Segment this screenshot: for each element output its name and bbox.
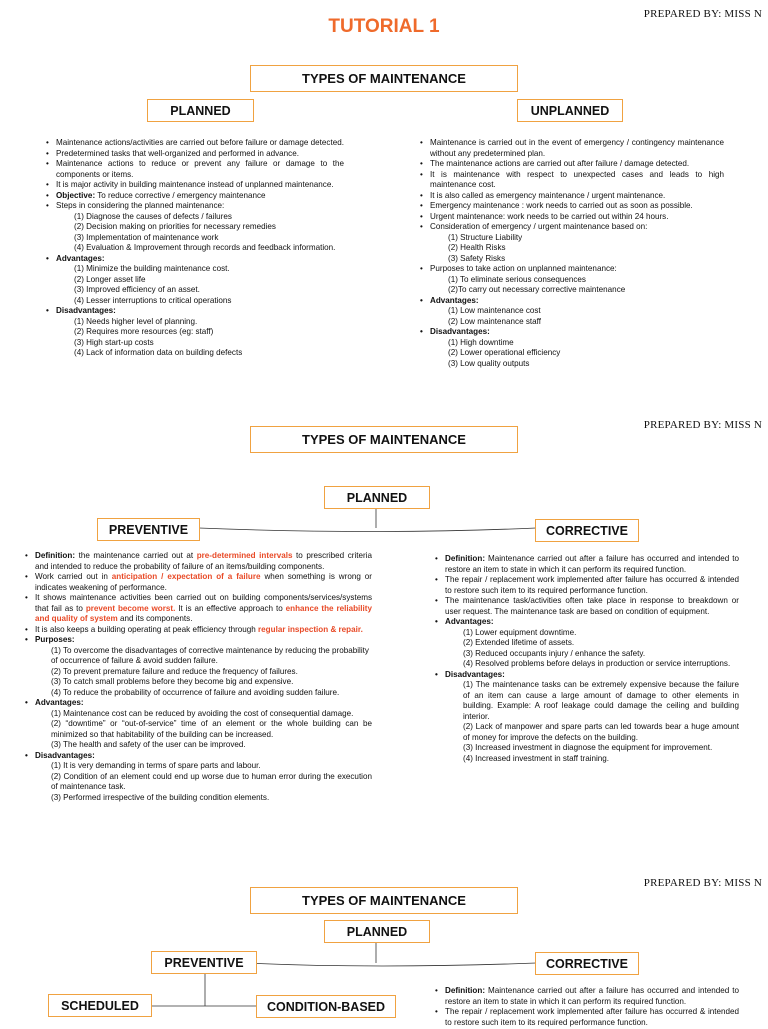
planned-box (324, 486, 430, 509)
condition-based-box (256, 995, 396, 1018)
list-subitem (23, 677, 372, 688)
advantages-heading (433, 617, 739, 628)
unplanned-list (418, 138, 724, 369)
types-title-text: TYPES OF MAINTENANCE (302, 71, 466, 86)
disadvantages-heading (418, 327, 724, 338)
list-subitem (418, 233, 724, 244)
definition-label: Definition: (445, 554, 486, 563)
list-subitem (418, 306, 724, 317)
list-subitem (433, 722, 739, 743)
list-text: It shows maintenance activities been carried out on building components/services/systems that fail as to (35, 593, 372, 613)
types-title-text: TYPES OF MAINTENANCE (302, 893, 466, 908)
list-text: (1) Structure Liability (448, 232, 523, 242)
preventive-list (23, 551, 372, 803)
list-text: Work carried out in (35, 572, 112, 581)
list-text: Urgent maintenance: work needs to be carried out within 24 hours. (430, 211, 669, 221)
list-text: The maintenance task/activities often take place in response to breakdown or user request. The maintenance task are based on condition of equipment. (445, 596, 739, 616)
list-text: (1) Minimize the building maintenance cost. (74, 264, 230, 273)
highlight-text: anticipation / expectation of a failure (111, 572, 261, 581)
list-item (433, 575, 739, 596)
list-text: (1) High downtime (448, 337, 514, 347)
list-text: (2) “downtime” or “out-of-service” time of an element or the whole building can be minimized so that habitability of the building can be increased. (51, 719, 372, 739)
list-text: (2) Low maintenance staff (448, 316, 541, 326)
list-text: (3) The health and safety of the user can be improved. (51, 740, 246, 749)
list-subitem (418, 348, 724, 359)
list-text: Advantages: (35, 698, 84, 707)
list-text: and its components. (117, 614, 193, 623)
list-text: (2) Lower operational efficiency (448, 348, 561, 357)
list-item (23, 593, 372, 625)
condition-based-label: CONDITION-BASED (266, 999, 386, 1014)
definition-label: Definition: (35, 551, 76, 560)
preventive-label: PREVENTIVE (164, 955, 244, 970)
list-text: It is also called as emergency maintenance / urgent maintenance. (430, 190, 666, 200)
scheduled-label: SCHEDULED (61, 998, 139, 1013)
list-text: Advantages: (430, 295, 479, 305)
list-text: (2) To prevent premature failure and reduce the frequency of failures. (51, 666, 298, 676)
list-text: (1) To eliminate serious consequences (448, 274, 586, 284)
planned-label: PLANNED (346, 490, 408, 505)
corrective-label: CORRECTIVE (546, 956, 628, 971)
planned-label: PLANNED (170, 103, 231, 118)
list-text: (3) To catch small problems before they become big and expensive. (51, 677, 294, 686)
list-text: (2) Longer asset life (74, 274, 146, 284)
list-subitem (433, 628, 739, 639)
list-item (23, 572, 372, 593)
highlight-text: prevent become worst. (85, 603, 176, 613)
list-text: (2) Condition of an element could end up worse due to human error during the execution of maintenance task. (51, 771, 372, 791)
list-text: (1) Lower equipment downtime. (463, 627, 577, 637)
list-item (418, 191, 724, 202)
list-text: The maintenance actions are carried out after failure / damage detected. (430, 159, 690, 168)
list-subitem (433, 638, 739, 649)
list-text: (3) Safety Risks (448, 253, 506, 263)
list-item (433, 1007, 739, 1028)
list-text: (2) Health Risks (448, 243, 506, 252)
list-text: (1) The maintenance tasks can be extremely expensive because the failure of an item can cause a large amount of damage to other elements in building. Example: A roof leakage could damage the ceiling and building interior. (463, 680, 739, 721)
list-item (418, 212, 724, 223)
list-text: (4) To reduce the probability of occurrence of failure and avoiding sudden failure. (51, 687, 340, 697)
list-text: Disadvantages: (56, 306, 116, 315)
list-subitem (418, 285, 724, 296)
list-text: Maintenance carried out after a failure has occurred and intended to restore an item to state in which it can perform its required function. (445, 986, 739, 1006)
list-text: (2) Lack of manpower and spare parts can led towards bear a huge amount of money for improve the defects on the building. (463, 722, 739, 742)
list-text: (1) Needs higher level of planning. (74, 316, 198, 326)
list-text: (3) Improved efficiency of an asset. (74, 285, 200, 294)
planned-label: PLANNED (346, 924, 408, 939)
scheduled-box (48, 994, 152, 1017)
list-subitem (418, 317, 724, 328)
list-subitem (23, 761, 372, 772)
list-text: To reduce corrective / emergency maintenance (95, 190, 266, 200)
list-item (44, 159, 344, 180)
page-2 (0, 411, 768, 866)
list-text: (4) Resolved problems before delays in production or service interruptions. (463, 659, 731, 668)
list-subitem (44, 222, 344, 233)
list-item (418, 222, 724, 233)
list-text: (2) Requires more resources (eg: staff) (74, 327, 214, 336)
list-text: (3) Reduced occupants injury / enhance the safety. (463, 648, 646, 658)
page-3 (0, 869, 768, 1029)
list-item (44, 201, 344, 212)
list-text: (3) Implementation of maintenance work (74, 232, 219, 242)
planned-box (147, 99, 254, 122)
list-text: (4) Increased investment in staff training. (463, 753, 610, 763)
list-subitem (44, 243, 344, 254)
list-subitem (418, 254, 724, 265)
list-text: It is also keeps a building operating at peak efficiency through (35, 624, 259, 634)
list-subitem (433, 659, 739, 670)
advantages-heading (23, 698, 372, 709)
list-subitem (23, 793, 372, 804)
highlight-text: pre-determined intervals (196, 551, 293, 560)
list-item (418, 264, 724, 275)
objective-label: Objective: (56, 190, 96, 200)
list-text: (1) It is very demanding in terms of spare parts and labour. (51, 761, 261, 770)
prepared-by: PREPARED BY: MISS N (643, 419, 762, 431)
list-item (44, 180, 344, 191)
list-text: (3) High start-up costs (74, 337, 154, 347)
disadvantages-heading (433, 670, 739, 681)
list-text: Disadvantages: (430, 327, 490, 336)
list-subitem (44, 212, 344, 223)
types-of-maintenance-box (250, 426, 518, 453)
list-subitem (23, 709, 372, 720)
types-of-maintenance-box (250, 887, 518, 914)
list-text: Purposes to take action on unplanned maintenance: (430, 264, 617, 273)
list-subitem (418, 243, 724, 254)
advantages-heading (418, 296, 724, 307)
list-text: Disadvantages: (35, 750, 95, 760)
list-text: (1) Maintenance cost can be reduced by avoiding the cost of consequential damage. (51, 708, 354, 718)
unplanned-box (517, 99, 623, 122)
list-text: Disadvantages: (445, 669, 505, 679)
list-text: the maintenance carried out at (75, 551, 197, 560)
list-item (23, 551, 372, 572)
list-subitem (44, 327, 344, 338)
list-text: Maintenance actions to reduce or prevent any failure or damage to the components or items. (56, 159, 344, 179)
list-text: (4) Evaluation & Improvement through records and feedback information. (74, 243, 336, 252)
list-text: Maintenance actions/activities are carried out before failure or damage detected. (56, 138, 344, 147)
list-item (44, 138, 344, 149)
list-subitem (44, 317, 344, 328)
list-text: (1) To overcome the disadvantages of corrective maintenance by reducing the probability of occurrence of failure & avoid sudden failure. (51, 645, 369, 665)
list-subitem (433, 754, 739, 765)
list-subitem (44, 233, 344, 244)
list-item (44, 149, 344, 160)
list-subitem (23, 688, 372, 699)
list-text: (4) Lack of information data on building defects (74, 348, 243, 357)
planned-box (324, 920, 430, 943)
preventive-box (97, 518, 200, 541)
highlight-text: regular inspection & repair. (258, 624, 363, 634)
corrective-list (433, 986, 739, 1028)
corrective-label: CORRECTIVE (546, 523, 628, 538)
list-subitem (44, 296, 344, 307)
list-text: Purposes: (35, 635, 75, 644)
list-subitem (44, 338, 344, 349)
list-item (418, 170, 724, 191)
list-text: (2) Extended lifetime of assets. (463, 638, 575, 647)
corrective-box (535, 519, 639, 542)
list-item (433, 554, 739, 575)
preventive-box (151, 951, 257, 974)
list-text: Advantages: (445, 617, 494, 626)
list-text: when something is wrong or indicates weakening of performance. (35, 572, 372, 592)
list-item (44, 191, 344, 202)
list-subitem (44, 348, 344, 359)
list-text: Advantages: (56, 253, 105, 263)
list-text: Steps in considering the planned maintenance: (56, 201, 225, 210)
list-subitem (418, 338, 724, 349)
list-subitem (44, 264, 344, 275)
list-text: It is maintenance with respect to unexpected cases and leads to high maintenance cost. (430, 169, 724, 189)
disadvantages-heading (23, 751, 372, 762)
list-subitem (44, 275, 344, 286)
types-title-text: TYPES OF MAINTENANCE (302, 432, 466, 447)
list-text: (3) Performed irrespective of the building condition elements. (51, 792, 270, 802)
list-subitem (23, 667, 372, 678)
disadvantages-heading (44, 306, 344, 317)
highlight-text: enhance the reliability and quality of system (35, 603, 372, 623)
list-text: The repair / replacement work implemented after failure has occurred & intended to restore such item to its required performance function. (445, 1007, 739, 1027)
list-text: Emergency maintenance : work needs to carried out as soon as possible. (430, 201, 693, 210)
purposes-heading (23, 635, 372, 646)
list-item (433, 986, 739, 1007)
list-subitem (23, 740, 372, 751)
list-text: The repair / replacement work implemented after failure has occurred & intended to restore such item to its required performance function. (445, 575, 739, 595)
types-of-maintenance-box (250, 65, 518, 92)
list-subitem (433, 649, 739, 660)
list-subitem (44, 285, 344, 296)
advantages-heading (44, 254, 344, 265)
list-item (418, 138, 724, 159)
list-text: Predetermined tasks that well-organized and performed in advance. (56, 148, 299, 158)
list-subitem (418, 359, 724, 370)
list-text: (4) Lesser interruptions to critical operations (74, 295, 232, 305)
list-text: to prescribed criteria and intended to reduce the probability of failure of an items/building components. (35, 551, 372, 571)
list-text: Maintenance carried out after a failure has occurred and intended to restore an item to state in which it can perform its required function. (445, 554, 739, 574)
list-text: (1) Diagnose the causes of defects / failures (74, 211, 232, 221)
prepared-by: PREPARED BY: MISS N (643, 877, 762, 889)
list-text: Maintenance is carried out in the event of emergency / contingency maintenance without any predetermined plan. (430, 138, 724, 158)
prepared-by: PREPARED BY: MISS N (643, 8, 762, 20)
unplanned-label: UNPLANNED (530, 103, 610, 118)
list-text: (3) Low quality outputs (448, 358, 530, 368)
list-item (418, 201, 724, 212)
tutorial-title: TUTORIAL 1 (328, 16, 440, 37)
definition-label: Definition: (445, 986, 486, 995)
planned-list (44, 138, 344, 359)
list-subitem (433, 680, 739, 722)
list-text: It is an effective approach to (175, 603, 286, 613)
page-1 (0, 0, 768, 408)
corrective-list (433, 554, 739, 764)
list-item (433, 596, 739, 617)
list-item (23, 625, 372, 636)
list-subitem (23, 719, 372, 740)
list-text: (2) Decision making on priorities for necessary remedies (74, 222, 276, 231)
list-text: (1) Low maintenance cost (448, 306, 541, 315)
list-subitem (23, 772, 372, 793)
list-text: It is major activity in building maintenance instead of unplanned maintenance. (56, 180, 334, 189)
list-subitem (418, 275, 724, 286)
list-subitem (433, 743, 739, 754)
corrective-box (535, 952, 639, 975)
list-subitem (23, 646, 372, 667)
preventive-label: PREVENTIVE (108, 522, 189, 537)
list-text: Consideration of emergency / urgent maintenance based on: (430, 222, 648, 231)
list-text: (3) Increased investment in diagnose the equipment for improvement. (463, 743, 713, 752)
list-text: (2)To carry out necessary corrective maintenance (448, 285, 626, 294)
list-item (418, 159, 724, 170)
